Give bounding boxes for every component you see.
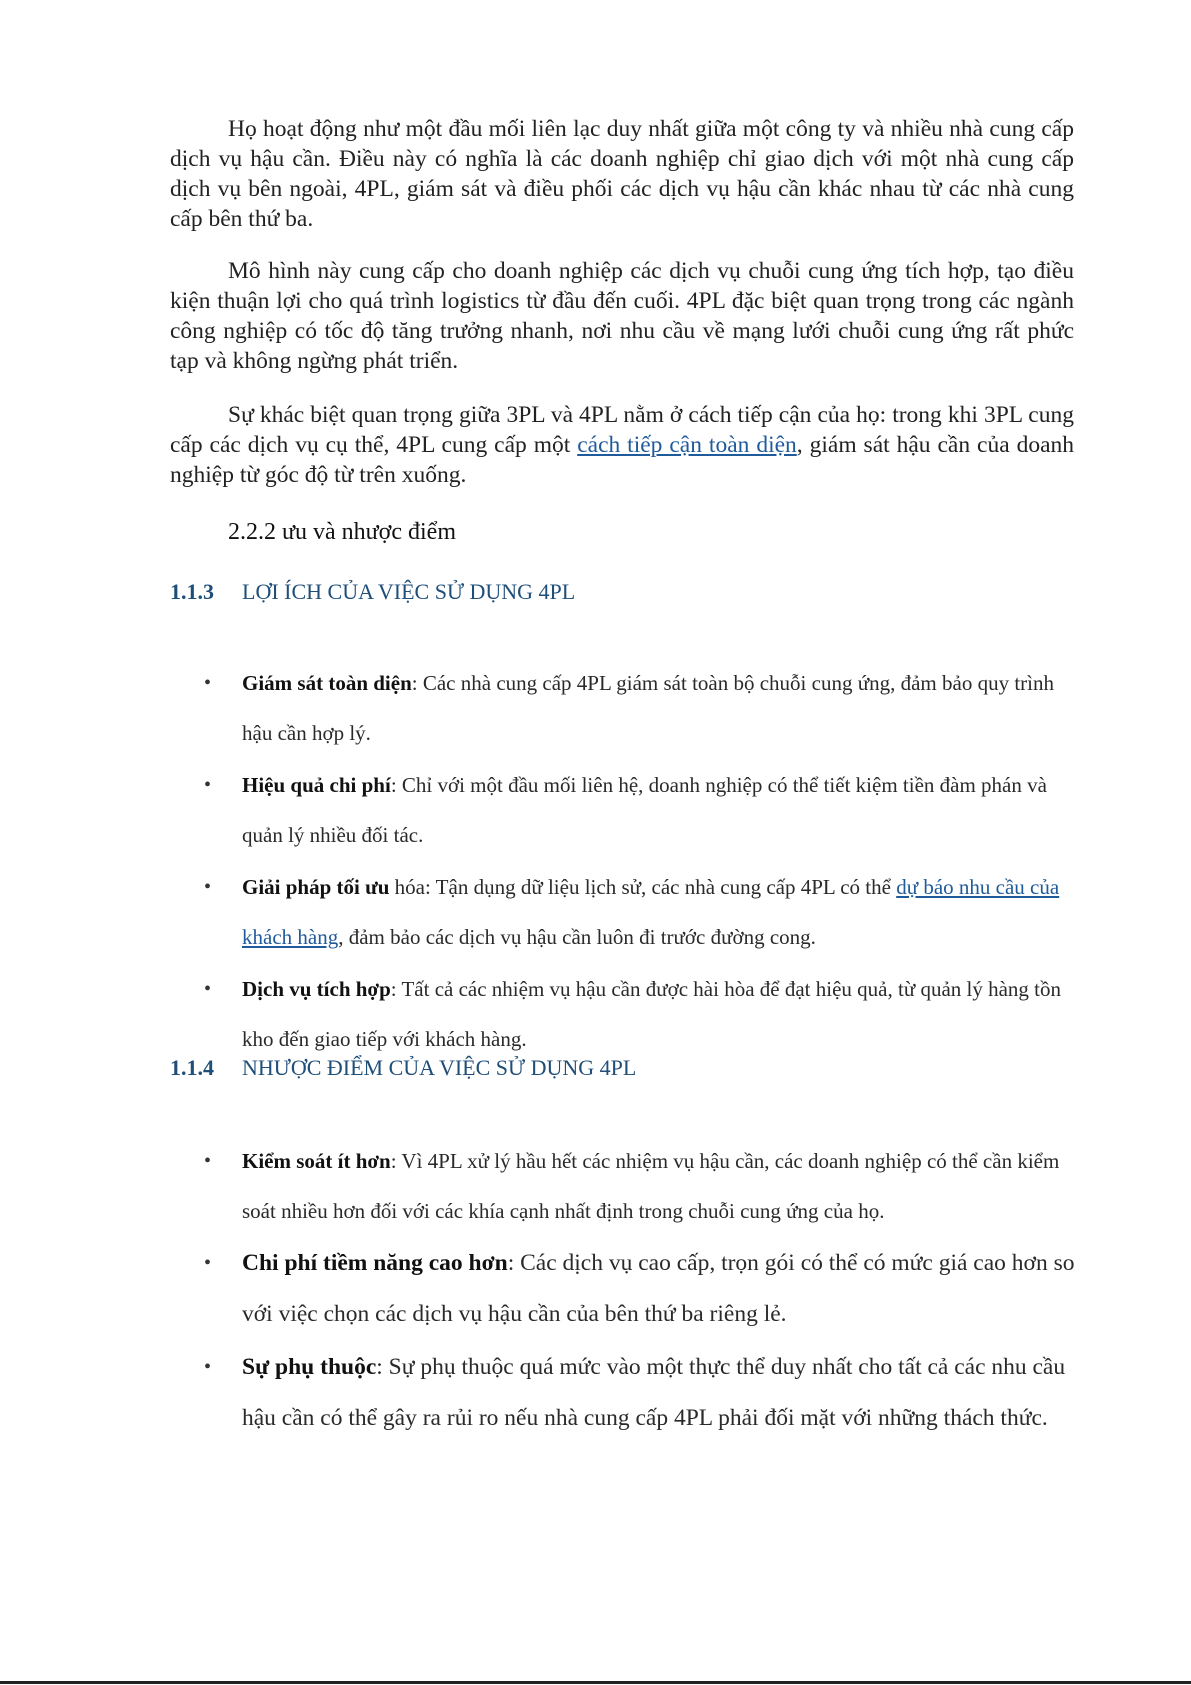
- list-item: [170, 964, 1080, 1064]
- list-item-text: : Tất cả các nhiệm vụ hậu cần được hài hòa để đạt hiệu quả, từ quản lý hàng tồn kho đến giao tiếp với khách hàng.: [242, 977, 1062, 1051]
- benefits-heading-title: LỢI ÍCH CỦA VIỆC SỬ DỤNG 4PL: [242, 579, 576, 604]
- list-item-bold: Chi phí tiềm năng cao hơn: [242, 1250, 508, 1276]
- list-item-bold: Dịch vụ tích hợp: [242, 977, 391, 1001]
- list-item: [170, 1342, 1080, 1444]
- drawbacks-heading-title: NHƯỢC ĐIỂM CỦA VIỆC SỬ DỤNG 4PL: [242, 1055, 637, 1080]
- paragraph-3-text-after: , giám sát hậu cần của doanh nghiệp từ góc độ từ trên xuống.: [170, 432, 1075, 488]
- list-item: [170, 862, 1080, 962]
- list-item-text: : Các dịch vụ cao cấp, trọn gói có thể có mức giá cao hơn so với việc chọn các dịch vụ hậu cần của bên thứ ba riêng lẻ.: [242, 1250, 1075, 1327]
- paragraph-2: Mô hình này cung cấp cho doanh nghiệp các dịch vụ chuỗi cung ứng tích hợp, tạo điều kiện thuận lợi cho quá trình logistics từ đầu đến cuối. 4PL đặc biệt quan trọng trong các ngành công nghiệp có tốc độ tăng trưởng nhanh, nơi nhu cầu về mạng lưới chuỗi cung ứng rất phức tạp và không ngừng phát triển.: [170, 258, 1074, 374]
- list-item-text: : Sự phụ thuộc quá mức vào một thực thể duy nhất cho tất cả các nhu cầu hậu cần có thể gây ra rủi ro nếu nhà cung cấp 4PL phải đối mặt với những thách thức.: [242, 1354, 1066, 1431]
- list-item-bold: Giải pháp tối ưu: [242, 875, 390, 899]
- list-item-text-after: , đảm bảo các dịch vụ hậu cần luôn đi trước đường cong.: [338, 925, 816, 949]
- drawbacks-heading-number: 1.1.4: [170, 1055, 214, 1080]
- paragraph-3-text-before: Sự khác biệt quan trọng giữa 3PL và 4PL nằm ở cách tiếp cận của họ: trong khi 3PL cung cấp các dịch vụ cụ thể, 4PL cung cấp một: [170, 402, 1074, 458]
- list-item-text: hóa: Tận dụng dữ liệu lịch sử, các nhà cung cấp 4PL có thể: [389, 875, 897, 899]
- list-item: [170, 658, 1080, 758]
- subheading-pros-cons: 2.2.2 ưu và nhược điểm: [228, 519, 456, 545]
- list-item-text: : Các nhà cung cấp 4PL giám sát toàn bộ chuỗi cung ứng, đảm bảo quy trình hậu cần hợp lý.: [242, 671, 1054, 745]
- list-item: [170, 1136, 1080, 1236]
- benefits-heading: [170, 578, 575, 606]
- list-item-text: : Chỉ với một đầu mối liên hệ, doanh nghiệp có thể tiết kiệm tiền đàm phán và quản lý nhiều đối tác.: [242, 773, 1047, 847]
- list-item: [170, 1238, 1080, 1340]
- paragraph-1: Họ hoạt động như một đầu mối liên lạc duy nhất giữa một công ty và nhiều nhà cung cấp dịch vụ hậu cần. Điều này có nghĩa là các doanh nghiệp chỉ giao dịch với một nhà cung cấp dịch vụ bên ngoài, 4PL, giám sát và điều phối các dịch vụ hậu cần khác nhau từ các nhà cung cấp bên thứ ba.: [170, 116, 1074, 232]
- list-item-bold: Giám sát toàn diện: [242, 671, 412, 695]
- list-item-text: : Vì 4PL xử lý hầu hết các nhiệm vụ hậu cần, các doanh nghiệp có thể cần kiểm soát nhiều hơn đối với các khía cạnh nhất định trong chuỗi cung ứng của họ.: [242, 1149, 1060, 1223]
- comprehensive-approach-link[interactable]: cách tiếp cận toàn diện: [577, 432, 797, 458]
- forecast-demand-link[interactable]: dự báo nhu cầu của khách hàng: [242, 875, 1060, 949]
- page-bottom-rule: [0, 1681, 1191, 1684]
- list-item-bold: Kiểm soát ít hơn: [242, 1149, 391, 1173]
- list-item-bold: Sự phụ thuộc: [242, 1354, 377, 1380]
- paragraph-3: [170, 400, 1074, 490]
- benefits-heading-number: 1.1.3: [170, 579, 214, 604]
- list-item-bold: Hiệu quả chi phí: [242, 773, 391, 797]
- benefits-list: [170, 658, 1080, 1064]
- list-item: [170, 760, 1080, 860]
- drawbacks-list: [170, 1136, 1080, 1444]
- drawbacks-heading: [170, 1054, 636, 1082]
